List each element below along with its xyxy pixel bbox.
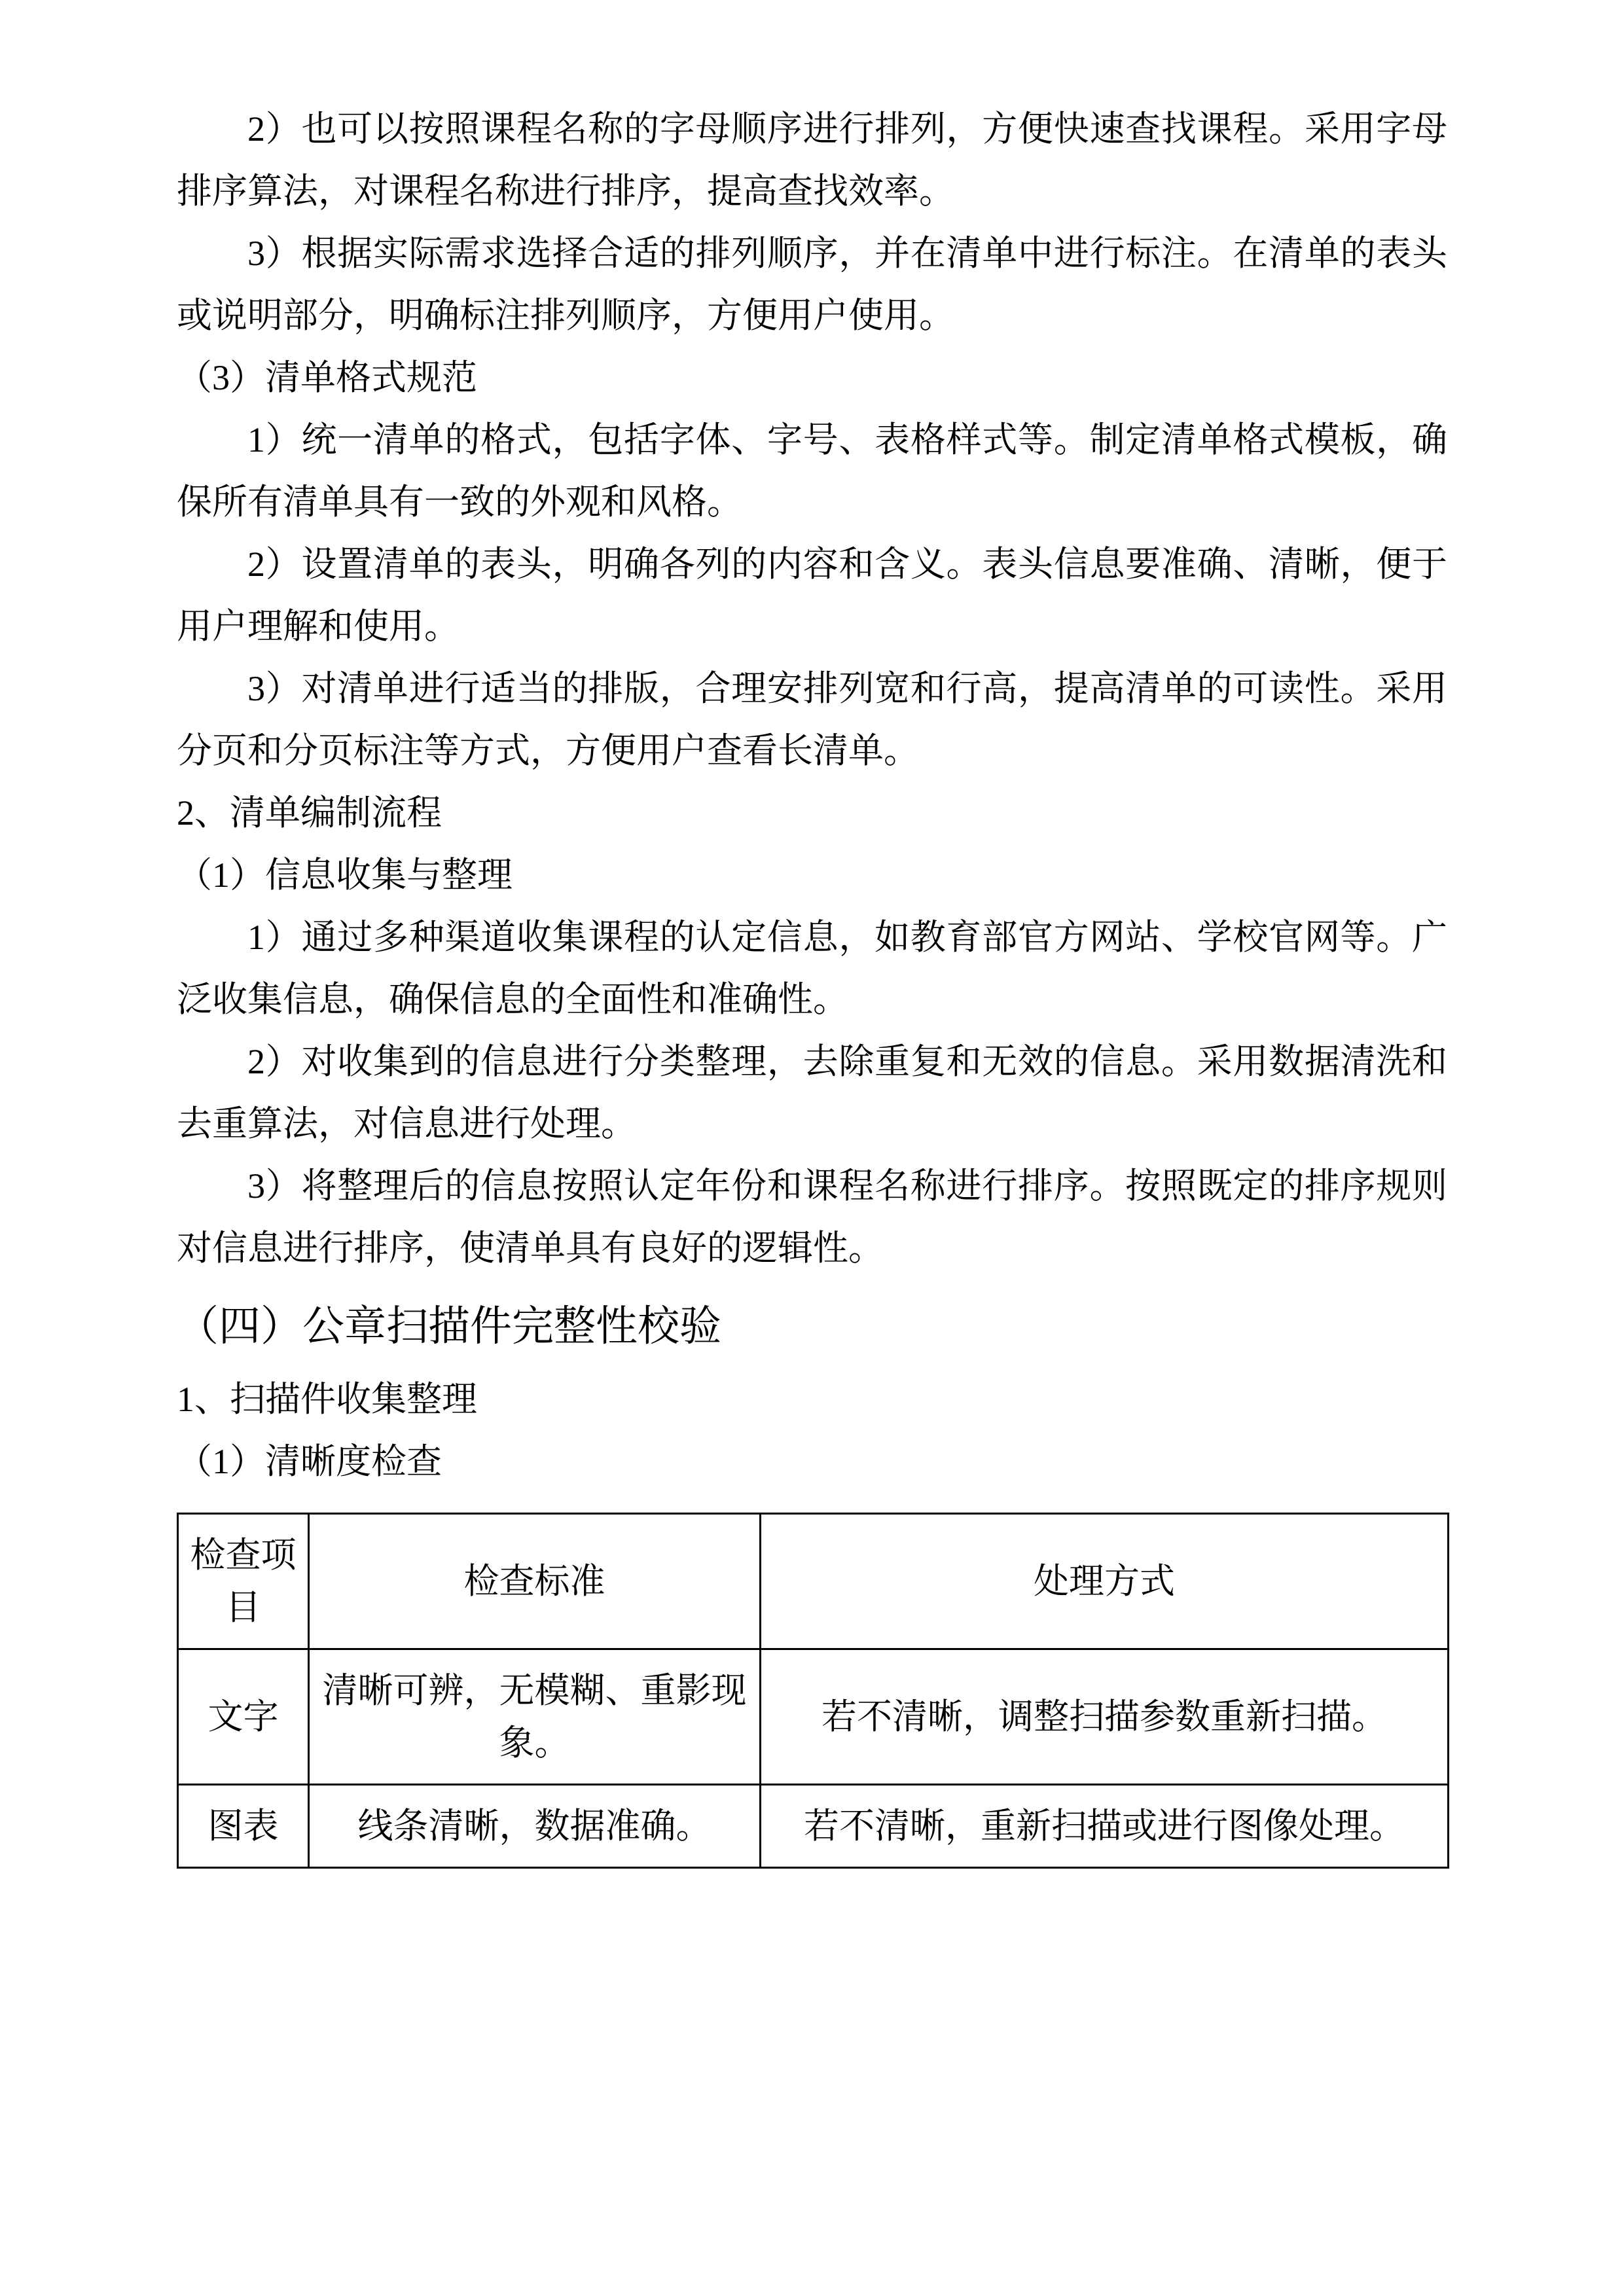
clarity-check-table bbox=[177, 1513, 1449, 1869]
table-header-cell: 检查标准 bbox=[309, 1514, 761, 1649]
table-row bbox=[178, 1649, 1449, 1785]
section-heading: （四）公章扫描件完整性校验 bbox=[177, 1303, 721, 1350]
table-header-row bbox=[178, 1514, 1449, 1649]
paragraph: 2）也可以按照课程名称的字母顺序进行排列，方便快速查找课程。采用字母排序算法，对课程名称进行排序，提高查找效率。 bbox=[177, 109, 1447, 211]
table-cell: 线条清晰，数据准确。 bbox=[309, 1785, 761, 1868]
section-label: 2、清单编制流程 bbox=[177, 793, 442, 833]
paragraph: 2）对收集到的信息进行分类整理，去除重复和无效的信息。采用数据清洗和去重算法，对信息进行处理。 bbox=[177, 1042, 1447, 1143]
section-label: 1、扫描件收集整理 bbox=[177, 1380, 477, 1419]
section-label: （1）信息收集与整理 bbox=[177, 855, 513, 895]
table-cell: 若不清晰，重新扫描或进行图像处理。 bbox=[761, 1785, 1449, 1868]
table-header-cell: 处理方式 bbox=[761, 1514, 1449, 1649]
table-cell: 清晰可辨，无模糊、重影现象。 bbox=[309, 1649, 761, 1785]
paragraph: 3）对清单进行适当的排版，合理安排列宽和行高，提高清单的可读性。采用分页和分页标注等方式，方便用户查看长清单。 bbox=[177, 669, 1447, 770]
table-header-cell: 检查项目 bbox=[178, 1514, 309, 1649]
table-cell: 文字 bbox=[178, 1649, 309, 1785]
paragraph: 1）通过多种渠道收集课程的认定信息，如教育部官方网站、学校官网等。广泛收集信息，确保信息的全面性和准确性。 bbox=[177, 918, 1447, 1019]
table-cell: 图表 bbox=[178, 1785, 309, 1868]
paragraph: 3）将整理后的信息按照认定年份和课程名称进行排序。按照既定的排序规则对信息进行排序，使清单具有良好的逻辑性。 bbox=[177, 1166, 1447, 1268]
table-row bbox=[178, 1785, 1449, 1868]
paragraph: 3）根据实际需求选择合适的排列顺序，并在清单中进行标注。在清单的表头或说明部分，明确标注排列顺序，方便用户使用。 bbox=[177, 234, 1447, 335]
paragraph: 2）设置清单的表头，明确各列的内容和含义。表头信息要准确、清晰，便于用户理解和使用。 bbox=[177, 545, 1447, 646]
section-label: （3）清单格式规范 bbox=[177, 358, 477, 397]
paragraph: 1）统一清单的格式，包括字体、字号、表格样式等。制定清单格式模板，确保所有清单具有一致的外观和风格。 bbox=[177, 420, 1447, 522]
table-cell: 若不清晰，调整扫描参数重新扫描。 bbox=[761, 1649, 1449, 1785]
section-label: （1）清晰度检查 bbox=[177, 1442, 442, 1481]
